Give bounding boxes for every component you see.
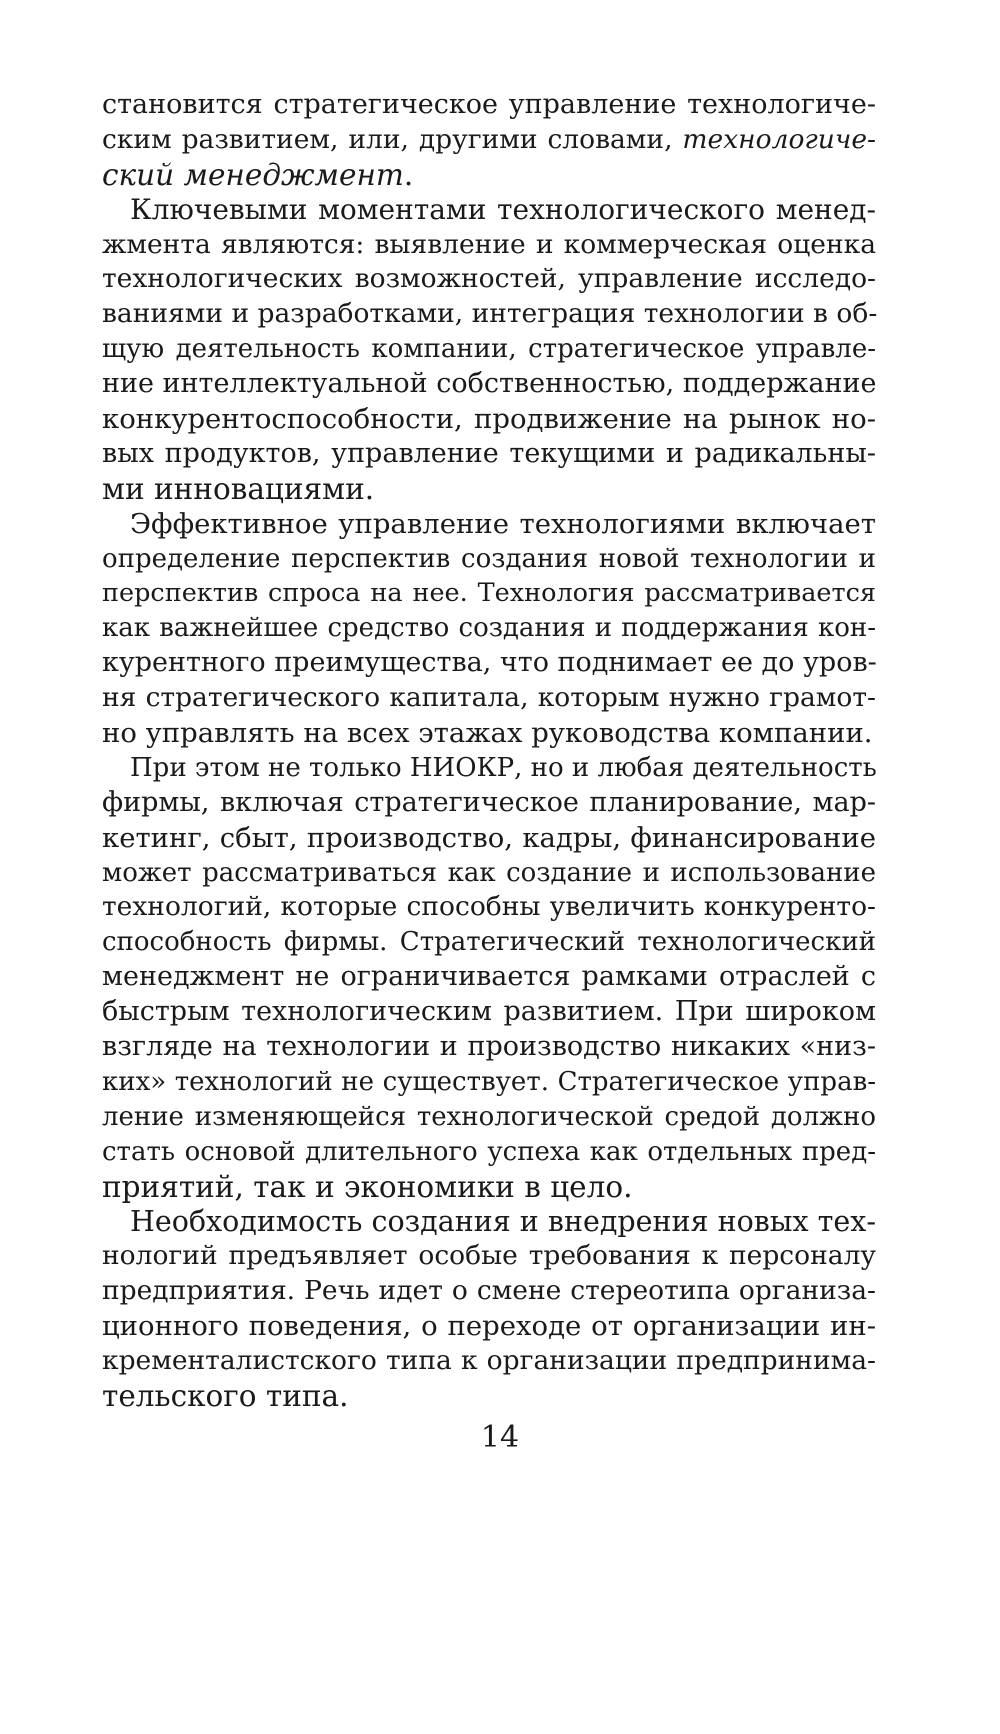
page-number: 14	[480, 1420, 520, 1455]
text-line: вых продуктов, управление текущими и радикальны-	[102, 437, 876, 469]
italic-term: технологиче-	[682, 123, 876, 155]
text-line: тельского типа.	[102, 1378, 349, 1413]
text-line: может рассматриваться как создание и использование	[102, 857, 876, 888]
line-punctuation: .	[403, 157, 414, 192]
text-line	[102, 158, 876, 193]
text-line: взгляде на технологии и производство никаких «низ-	[102, 1031, 876, 1063]
text-line: курентного преимущества, что поднимает ее до уров-	[102, 647, 877, 679]
text-line: нологий предъявляет особые требования к персоналу	[102, 1240, 876, 1272]
text-line: менеджмент не ограничивается рамками отраслей с	[102, 961, 876, 993]
text-line: Ключевыми моментами технологического менед-	[130, 192, 876, 226]
text-line: приятий, так и экономики в цело.	[102, 1169, 633, 1204]
text-line: ционного поведения, о переходе от организации ин-	[102, 1310, 876, 1343]
text-line: но управлять на всех этажах руководства компании.	[102, 717, 873, 750]
text-line	[102, 123, 876, 158]
text-line: Необходимость создания и внедрения новых тех-	[130, 1204, 876, 1238]
text-line: ние интеллектуальной собственностью, поддержание	[102, 368, 877, 400]
text-line: кременталистского типа к организации предпринима-	[102, 1345, 876, 1377]
text-line: перспектив спроса на нее. Технология рассматривается	[102, 578, 876, 609]
text-line: способность фирмы. Стратегический технологический	[102, 927, 876, 958]
text-line: ление изменяющейся технологической средой должно	[102, 1101, 876, 1132]
paragraph	[102, 751, 876, 1205]
text-line: щую деятельность компании, стратегическое управле-	[102, 334, 876, 365]
body-text	[102, 88, 876, 1414]
text-line: стать основой длительного успеха как отдельных пред-	[102, 1136, 876, 1167]
paragraph	[102, 1205, 876, 1414]
text-line: технологий, которые способны увеличить конкуренто-	[102, 891, 876, 923]
text-line: определение перспектив создания новой технологии и	[102, 543, 876, 574]
text-line: ня стратегического капитала, которым нужно грамот-	[102, 682, 876, 714]
text-line: конкурентоспособности, продвижение на рынок но-	[102, 403, 876, 436]
line-text: ским развитием, или, другими словами,	[102, 123, 683, 155]
text-line: становится стратегическое управление технологиче-	[102, 89, 876, 120]
text-line: как важнейшее средство создания и поддержания кон-	[102, 613, 876, 644]
text-line: При этом не только НИОКР, но и любая деятельность	[130, 752, 877, 783]
text-line: фирмы, включая стратегическое планирование, мар-	[102, 786, 876, 818]
paragraph	[102, 88, 876, 193]
text-line: ми инновациями.	[102, 471, 375, 506]
text-line: предприятия. Речь идет о смене стереотипа организа-	[102, 1275, 876, 1307]
text-line: быстрым технологическим развитием. При широком	[102, 996, 876, 1028]
text-line: технологических возможностей, управление исследо-	[102, 263, 876, 295]
paragraph	[102, 193, 876, 507]
text-line: ваниями и разработками, интеграция технологии в об-	[102, 298, 878, 330]
text-line: жмента являются: выявление и коммерческая оценка	[102, 228, 876, 260]
text-line: кетинг, сбыт, производство, кадры, финансирование	[102, 821, 876, 854]
text-line: ких» технологий не существует. Стратегическое управ-	[102, 1066, 876, 1097]
text-line: Эффективное управление технологиями включает	[130, 507, 876, 540]
paragraph	[102, 507, 876, 751]
italic-term: ский менеджмент	[102, 157, 404, 192]
